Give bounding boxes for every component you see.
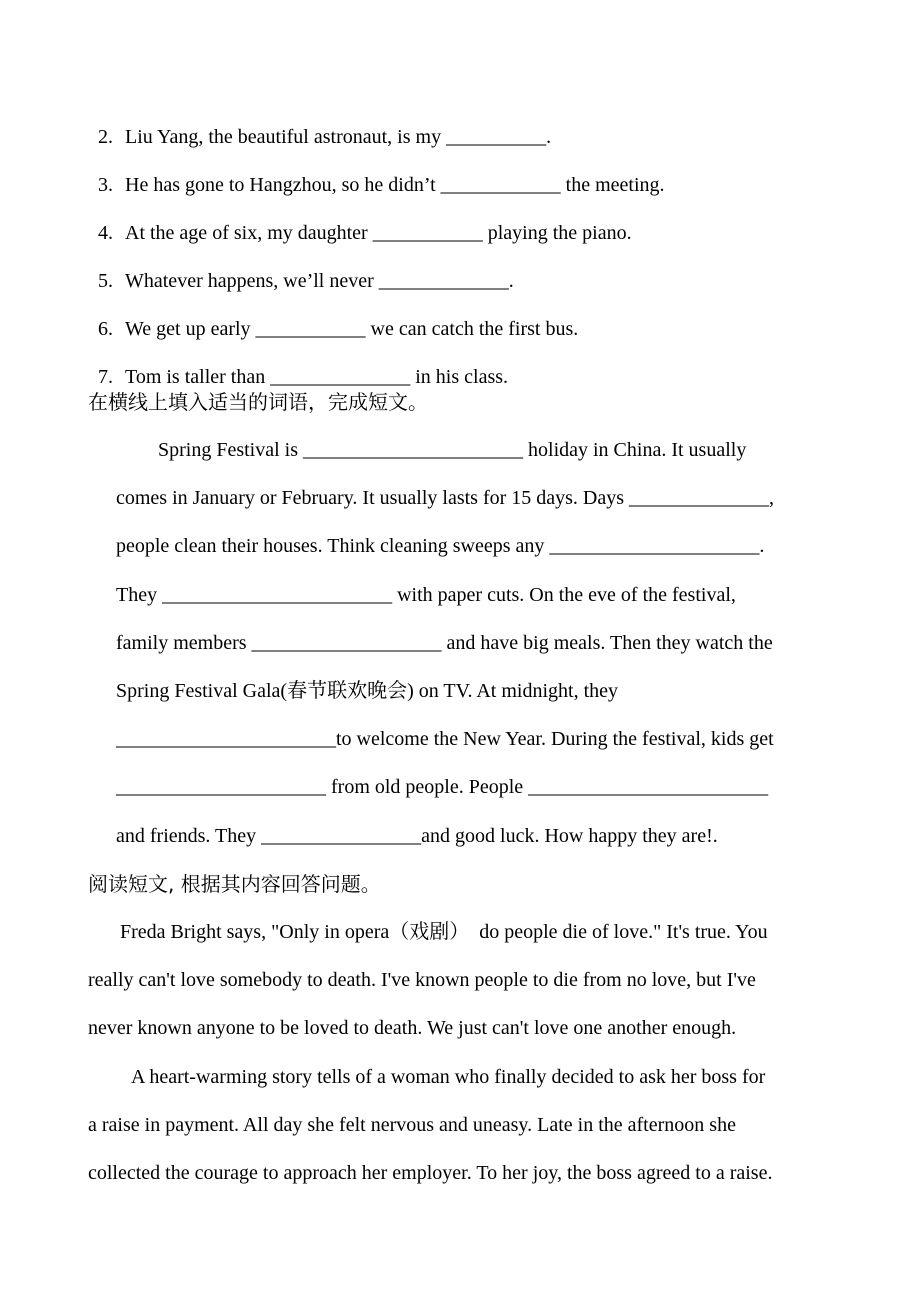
exercise-sentence	[88, 293, 578, 341]
sentence-number: 7.	[98, 366, 113, 388]
cloze-line: They _______________________ with paper cuts. On the eve of the festival,	[116, 584, 736, 606]
sentence-text: At the age of six, my daughter ___________ playing the piano.	[125, 222, 632, 244]
sentence-text: Liu Yang, the beautiful astronaut, is my __________.	[125, 126, 552, 148]
cloze-line: and friends. They ________________and good luck. How happy they are!.	[116, 825, 718, 847]
cloze-line: Spring Festival Gala(春节联欢晚会) on TV. At midnight, they	[116, 680, 619, 702]
reading-line: Freda Bright says, "Only in opera（戏剧） do people die of love." It's true. You	[120, 921, 768, 943]
exercise-sentence	[88, 101, 551, 149]
sentence-number: 3.	[98, 174, 113, 196]
cloze-line: people clean their houses. Think cleaning sweeps any _____________________.	[116, 535, 765, 557]
reading-line: really can't love somebody to death. I've known people to die from no love, but I've	[88, 969, 756, 991]
exercise-sentence	[88, 197, 632, 245]
cloze-instruction: 在横线上填入适当的词语，完成短文。	[88, 390, 428, 414]
sentence-text: Tom is taller than ______________ in his class.	[125, 366, 509, 388]
sentence-number: 6.	[98, 318, 113, 340]
reading-line: A heart-warming story tells of a woman who finally decided to ask her boss for	[131, 1066, 766, 1088]
cloze-line: comes in January or February. It usually lasts for 15 days. Days ______________,	[116, 487, 775, 509]
reading-line: never known anyone to be loved to death. We just can't love one another enough.	[88, 1017, 737, 1039]
reading-line: a raise in payment. All day she felt nervous and uneasy. Late in the afternoon she	[88, 1114, 736, 1136]
sentence-number: 2.	[98, 126, 113, 148]
exercise-sentence	[88, 341, 508, 389]
reading-instruction: 阅读短文, 根据其内容回答问题。	[88, 872, 381, 896]
cloze-line: ______________________to welcome the New Year. During the festival, kids get	[116, 728, 774, 750]
sentence-number: 4.	[98, 222, 113, 244]
sentence-text: We get up early ___________ we can catch the first bus.	[125, 318, 579, 340]
sentence-number: 5.	[98, 270, 113, 292]
sentence-text: He has gone to Hangzhou, so he didn’t ____________ the meeting.	[125, 174, 665, 196]
reading-line: collected the courage to approach her employer. To her joy, the boss agreed to a raise.	[88, 1162, 773, 1184]
exercise-sentence	[88, 245, 514, 293]
cloze-line: Spring Festival is ______________________ holiday in China. It usually	[158, 439, 747, 461]
cloze-line: family members ___________________ and have big meals. Then they watch the	[116, 632, 773, 654]
sentence-text: Whatever happens, we’ll never _____________.	[125, 270, 514, 292]
exercise-sentence	[88, 149, 665, 197]
cloze-line: _____________________ from old people. People ________________________	[116, 776, 769, 798]
